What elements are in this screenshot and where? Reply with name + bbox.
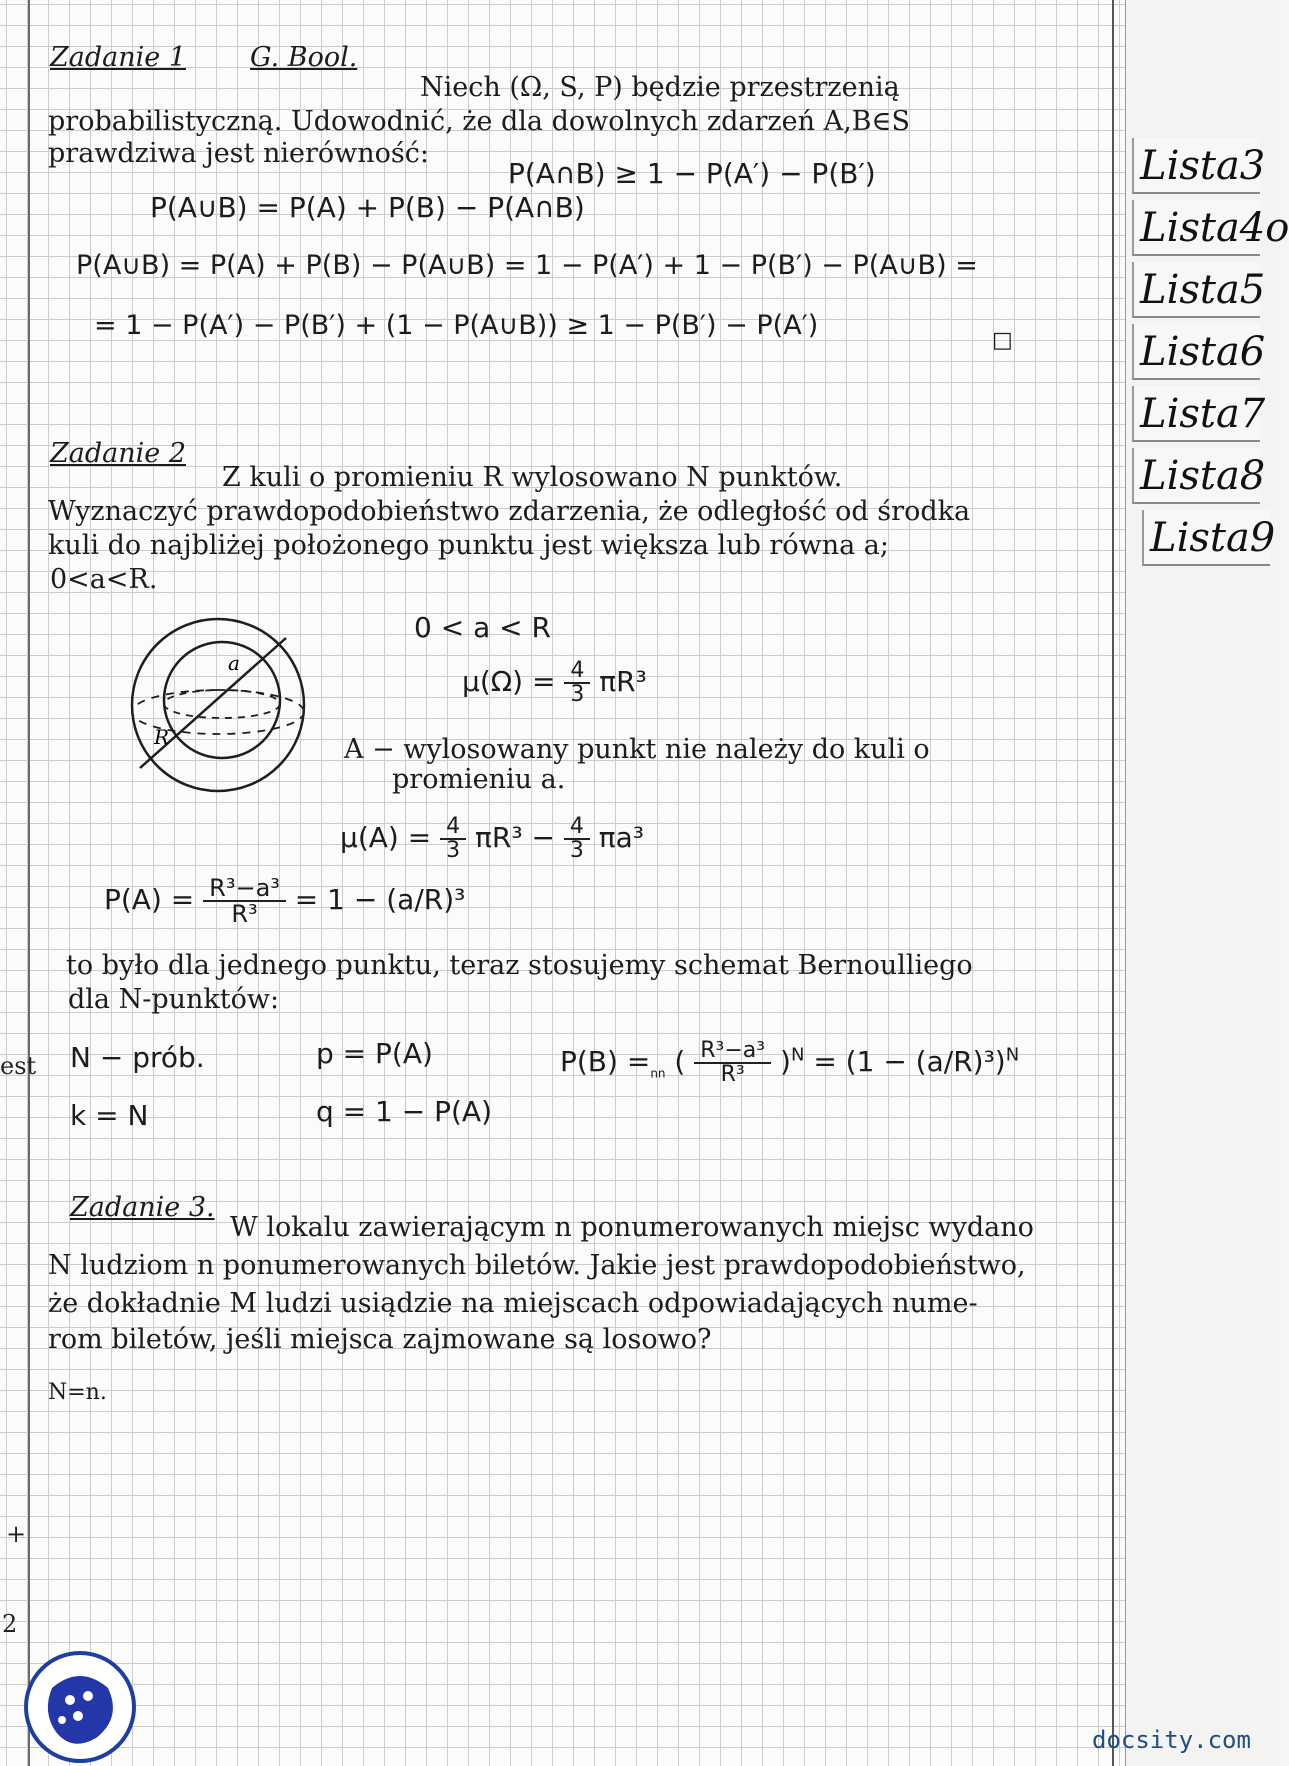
z2-text-bernoulli-2: dla N-punktów: <box>68 984 280 1015</box>
z1-proof-line2: = 1 − P(A′) − P(B′) + (1 − P(A∪B)) ≥ 1 − P(B′) − P(A′) <box>94 310 819 341</box>
mu-a-rhs2: πa³ <box>598 821 644 854</box>
pb-lhs: P(B) = <box>560 1045 651 1078</box>
mu-omega-fraction <box>564 660 590 706</box>
z1-proof-line1: P(A∪B) = P(A) + P(B) − P(A∪B) = 1 − P(A′) + 1 − P(B′) − P(A∪B) = <box>76 250 978 281</box>
z1-text-line1: Niech (Ω, S, P) będzie przestrzenią <box>420 72 900 103</box>
pa-lhs: P(A) = <box>104 883 195 916</box>
z2-pb: $P(B) =_{nn}$ ( $\frac{\text{R³−a³}}{\text{R³}}$ )$^N = (1 - (a/R)^3)^N$ <box>560 1038 1020 1087</box>
z3-text-line1: W lokalu zawierającym n ponumerowanych miejsc wydano <box>230 1212 1034 1243</box>
z3-text-line3: że dokładnie M ludzi usiądzie na miejscach odpowiadających nume- <box>48 1288 978 1319</box>
pb-exp: N <box>790 1044 805 1066</box>
pb-rhs: = (1 − (a/R)³) <box>813 1045 1006 1078</box>
z1-qed-mark: □ <box>992 328 1013 353</box>
logo-dot-2 <box>83 1691 93 1701</box>
mu-a-frac2-num: 4 <box>564 816 590 840</box>
margin-mark-plus: + <box>6 1520 27 1548</box>
mu-omega-rhs: πR³ <box>599 665 647 698</box>
z2-def-a-line2: promieniu a. <box>392 764 566 795</box>
z1-union-formula: P(A∪B) = P(A) + P(B) − P(A∩B) <box>150 191 585 224</box>
z1-inequality: P(A∩B) ≥ 1 − P(A′) − P(B′) <box>508 157 876 190</box>
pb-num: R³−a³ <box>694 1040 771 1064</box>
tab-lista6[interactable]: Lista6 <box>1132 324 1260 380</box>
logo-dot-4 <box>58 1716 66 1724</box>
z2-p: p = P(A) <box>316 1037 433 1070</box>
mu-a-lhs: μ(A) = <box>340 821 432 854</box>
mu-a-frac2 <box>564 816 590 862</box>
docsity-brand-text[interactable]: docsity.com <box>1092 1726 1251 1754</box>
tab-lista5[interactable]: Lista5 <box>1132 262 1260 318</box>
z1-author: G. Bool. <box>250 42 358 73</box>
tab-lista8[interactable]: Lista8 <box>1132 448 1260 504</box>
margin-mark-2: 2 <box>2 1610 18 1638</box>
z2-mu-omega <box>462 660 647 706</box>
tab-lista7[interactable]: Lista7 <box>1132 386 1260 442</box>
z2-def-a-line1: A − wylosowany punkt nie należy do kuli o <box>344 734 930 765</box>
z2-text-bernoulli-1: to było dla jednego punktu, teraz stosujemy schemat Bernoulliego <box>66 950 973 981</box>
margin-line <box>28 0 30 1766</box>
mu-omega-num: 4 <box>564 660 590 684</box>
logo-dot-1 <box>65 1695 75 1705</box>
mu-a-frac1 <box>440 816 466 862</box>
mu-a-frac2-den: 3 <box>569 838 584 863</box>
mu-a-rhs: πR³ − <box>475 821 555 854</box>
z2-pa <box>104 876 465 926</box>
z2-k: k = N <box>70 1099 149 1132</box>
docsity-logo <box>22 1652 142 1762</box>
pb-den: R³ <box>720 1062 745 1087</box>
pa-fraction <box>203 876 286 926</box>
z2-text-line4: 0<a<R. <box>50 564 158 595</box>
z2-q: q = 1 − P(A) <box>316 1095 492 1128</box>
z3-title: Zadanie 3. <box>70 1192 215 1223</box>
z1-text-line2: probabilistyczną. Udowodnić, że dla dowolnych zdarzeń A,B∈S <box>48 106 910 137</box>
pb-fraction <box>694 1040 771 1086</box>
z2-title: Zadanie 2 <box>50 438 187 469</box>
z2-text-line3: kuli do najbliżej położonego punktu jest większa lub równa a; <box>48 530 889 561</box>
z2-text-line2: Wyznaczyć prawdopodobieństwo zdarzenia, że odległość od środka <box>48 496 971 527</box>
mu-a-frac1-num: 4 <box>440 816 466 840</box>
z3-text-line4: rom biletów, jeśli miejsca zajmowane są losowo? <box>48 1324 712 1355</box>
z3-text-line2: N ludziom n ponumerowanych biletów. Jakie jest prawdopodobieństwo, <box>48 1250 1026 1281</box>
mu-omega-den: 3 <box>570 682 585 707</box>
mu-a-frac1-den: 3 <box>446 838 461 863</box>
z3-text-line5: N=n. <box>48 1380 107 1405</box>
pa-num: R³−a³ <box>203 876 286 902</box>
pb-rhs-exp: N <box>1005 1044 1020 1066</box>
tab-lista4[interactable]: Lista4o <box>1132 200 1260 256</box>
pb-sub: nn <box>650 1066 666 1081</box>
z2-n-trials: N − prób. <box>70 1041 205 1074</box>
fig-label-a: a <box>228 651 240 675</box>
z2-sphere-figure <box>118 608 318 798</box>
z2-mu-a <box>340 816 644 862</box>
z1-text-line3: prawdziwa jest nierówność: <box>48 138 429 169</box>
pa-den: R³ <box>231 900 258 928</box>
logo-dot-3 <box>73 1711 83 1721</box>
pa-rhs: = 1 − (a/R)³ <box>294 883 466 916</box>
fig-label-R: R <box>154 725 170 749</box>
tab-lista3[interactable]: Lista3 <box>1132 138 1260 194</box>
page-binding-edge <box>1112 0 1114 1766</box>
tab-lista9[interactable]: Lista9 <box>1142 510 1270 566</box>
z2-condition: 0 < a < R <box>414 611 551 644</box>
mu-omega-lhs: μ(Ω) = <box>462 665 556 698</box>
margin-mark-est: est <box>0 1052 37 1080</box>
z2-text-line1: Z kuli o promieniu R wylosowano N punktów. <box>222 462 843 493</box>
z1-title: Zadanie 1 <box>50 42 187 73</box>
